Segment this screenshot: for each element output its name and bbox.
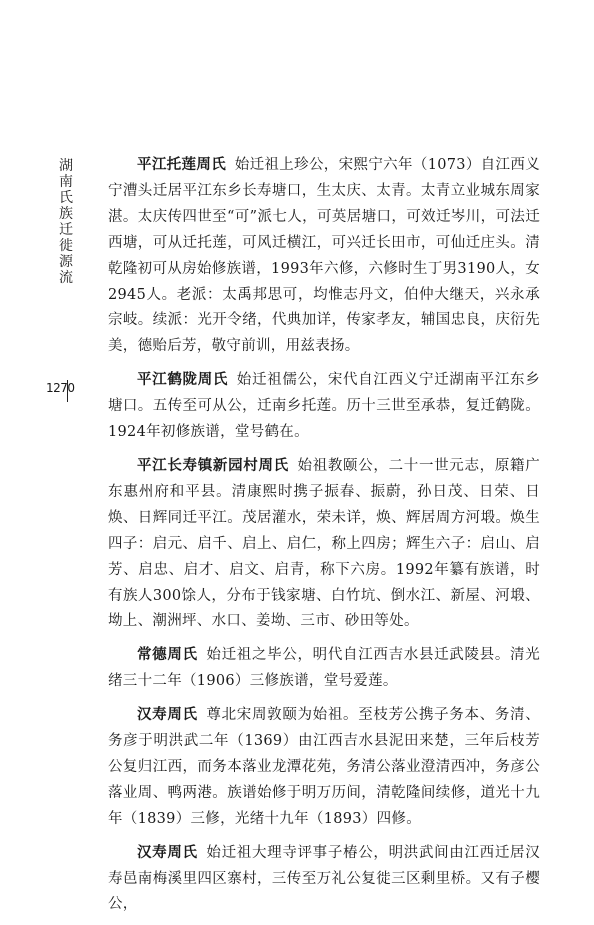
- entry-heading: 常德周氏: [137, 646, 198, 664]
- entry-paragraph: [108, 642, 540, 695]
- entry-text: 始迁祖上珍公，宋熙宁六年（1073）自江西义宁漕头迁居平江东乡长寿塘口，生太庆、太青。太青立业城东周家湛。太庆传四世至“可”派七人，可英居塘口，可效迁岑川，可法迁西塘，可从迁托莲，可风迁横江，可兴迁长田市，可仙迁庄头。清乾隆初可从房始修族谱，1993年六修，六修时生丁男3190人，女2945人。老派：太禹邦思可，均惟志丹文，伯仲大继天，兴永承宗岐。续派：光开令绪，代典加详，传家孝友，辅国忠良，庆衍先美，德贻后芳，敬守前训，用兹表扬。: [108, 157, 540, 355]
- entry-heading: 汉寿周氏: [137, 706, 198, 724]
- entry-paragraph: [108, 152, 540, 360]
- running-title: 湖南氏族迁徙源流: [59, 158, 73, 286]
- entry-paragraph: [108, 453, 540, 635]
- entry-heading: 平江长寿镇新园村周氏: [137, 456, 289, 474]
- entry-heading: 平江托莲周氏: [137, 156, 227, 173]
- entry-paragraph: [108, 367, 540, 446]
- entry-text: 尊北宋周敦颐为始祖。至枝芳公携子务本、务清、务彦于明洪武二年（1369）由江西吉水县泥田来楚，三年后枝芳公复归江西，而务本落业龙潭花苑，务清公落业澄清西冲，务彦公落业周、鸭两港。族谱始修于明万历间，清乾隆间续修，道光十九年（1839）三修，光绪十九年（1893）四修。: [108, 707, 540, 827]
- entry-text: 始祖教颐公，二十一世元志，原籍广东惠州府和平县。清康熙时携子振春、振蔚，孙日茂、日荣、日焕、日辉同迁平江。茂居灌水，荣未详，焕、辉居周方河塅。焕生四子：启元、启千、启上、启仁，称上四房；辉生六子：启山、启芳、启忠、启才、启文、启青，称下六房。1992年纂有族谱，时有族人300馀人，分布于钱家塘、白竹坑、倒水江、新屋、河塅、坳上、潮洲坪、水口、姜坳、三市、砂田等处。: [108, 457, 540, 630]
- entry-paragraph: [108, 840, 540, 919]
- body-text: [108, 152, 540, 925]
- entry-text: 始迁祖之毕公，明代自江西吉水县迁武陵县。清光绪三十二年（1906）三修族谱，堂号爱莲。: [108, 647, 540, 690]
- entry-text: 始迁祖儒公，宋代自江西义宁迁湖南平江东乡塘口。五传至可从公，迁南乡托莲。历十三世至承恭，复迁鹤陇。1924年初修族谱，堂号鹤在。: [108, 372, 540, 441]
- entry-paragraph: [108, 702, 540, 833]
- entry-heading: 平江鹤陇周氏: [137, 371, 229, 389]
- entry-text: 始迁祖大理寺评事子椿公，明洪武间由江西迁居汉寿邑南梅溪里四区寨村，三传至万礼公复徙三区剩里桥。又有子樱公，: [108, 844, 540, 913]
- page-number: 1270: [46, 381, 75, 395]
- entry-heading: 汉寿周氏: [137, 843, 198, 861]
